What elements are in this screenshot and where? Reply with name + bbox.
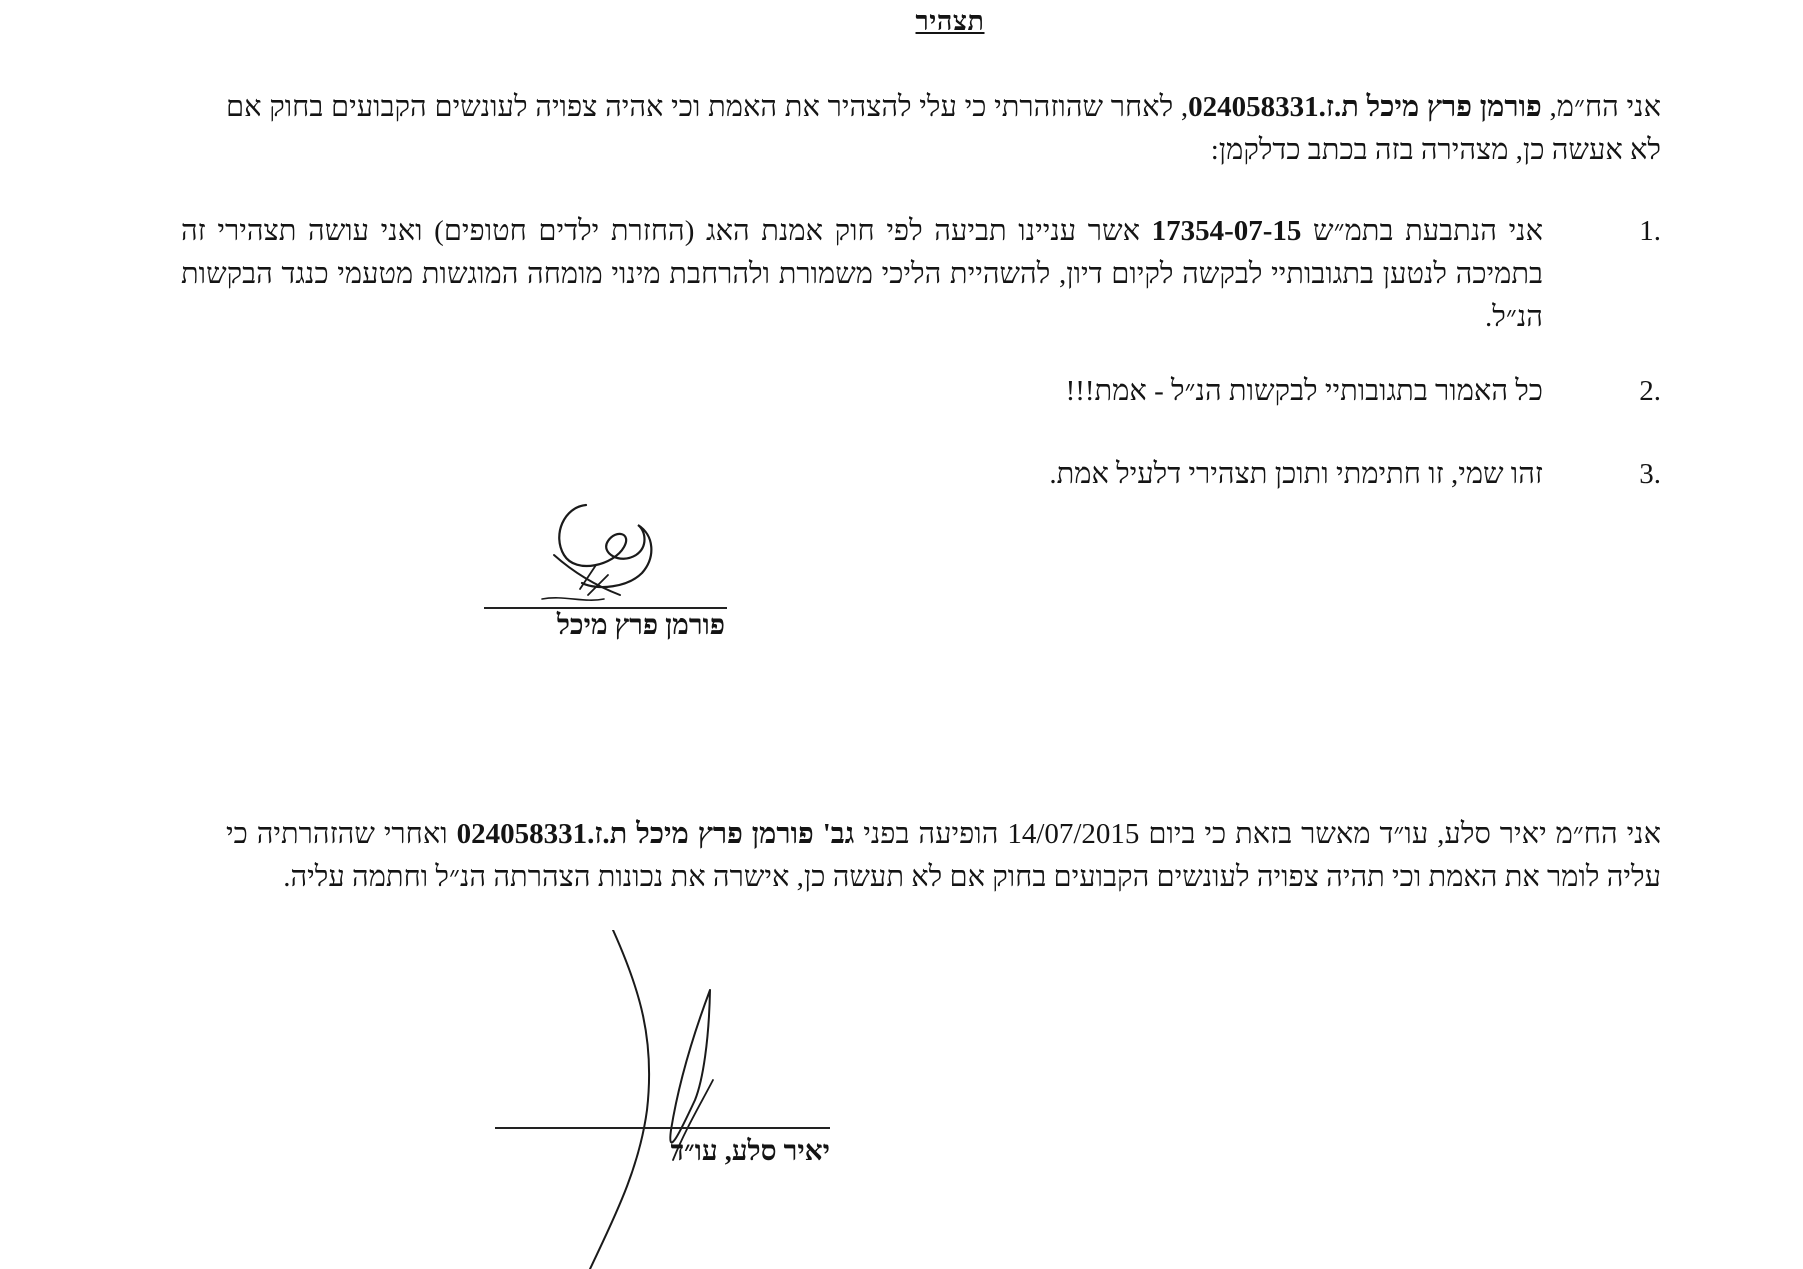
declarant-signature-block — [484, 495, 727, 655]
item-text: זהו שמי, זו חתימתי ותוכן תצהירי דלעיל אמת. — [1049, 458, 1543, 490]
declarant-name-label: פורמן פרץ מיכל — [556, 610, 725, 641]
item-text — [181, 210, 1543, 339]
declarant-name-id: פורמן פרץ מיכל ת.ז.024058331 — [1188, 91, 1542, 123]
item-text: כל האמור בתגובותיי לבקשות הנ״ל - אמת!!! — [1065, 375, 1543, 407]
intro-paragraph — [226, 86, 1661, 172]
attested-person-name-id: גב' פורמן פרץ מיכל ת.ז.024058331 — [456, 818, 855, 850]
item-text-start: אני הנתבעת בתמ״ש — [1301, 215, 1544, 247]
signature-line — [484, 607, 727, 609]
signature-line — [495, 1127, 830, 1129]
list-item — [181, 453, 1661, 496]
item-number: .3 — [1639, 458, 1661, 490]
intro-text-end: , לאחר שהוזהרתי כי עלי להצהיר את האמת וכי אהיה צפויה לעונשים הקבועים בחוק אם לא אעשה כן, מצהירה בזה בכתב כדלקמן: — [226, 91, 1661, 166]
item-number: .1 — [1639, 215, 1661, 247]
list-item — [181, 370, 1661, 413]
lawyer-signature-block — [495, 930, 830, 1269]
item-text-end: אשר עניינו תביעה לפי חוק אמנת האג (החזרת ילדים חטופים) ואני עושה תצהירי זה בתמיכה לנטען בתגובותיי לבקשה לקיום דיון, להשהיית הליכי משמורת ולהרחבת מינוי מומחה המוגשות מטעמי כנגד הבקשות הנ״ל. — [181, 215, 1543, 333]
lawyer-name-label: יאיר סלע, עו״ד — [670, 1136, 830, 1167]
attestation-paragraph — [226, 813, 1661, 899]
attestation-text-start: אני הח״מ יאיר סלע, עו״ד מאשר בזאת כי ביום 14/07/2015 הופיעה בפני — [854, 818, 1662, 850]
document-title: תצהיר — [915, 6, 985, 36]
attestation-text-end: ואחרי שהזהרתיה כי עליה לומר את האמת וכי תהיה צפויה לעונשים הקבועים בחוק אם לא תעשה כן, אישרה את נכונות הצהרתה הנ״ל וחתמה עליה. — [226, 818, 1661, 893]
lawyer-handwritten-signature-graphic — [495, 930, 830, 1269]
handwritten-signature-graphic — [524, 495, 694, 615]
list-item — [181, 210, 1661, 339]
case-number: 17354-07-15 — [1151, 215, 1302, 247]
item-number: .2 — [1639, 375, 1661, 407]
intro-text-start: אני הח״מ, — [1541, 91, 1661, 123]
